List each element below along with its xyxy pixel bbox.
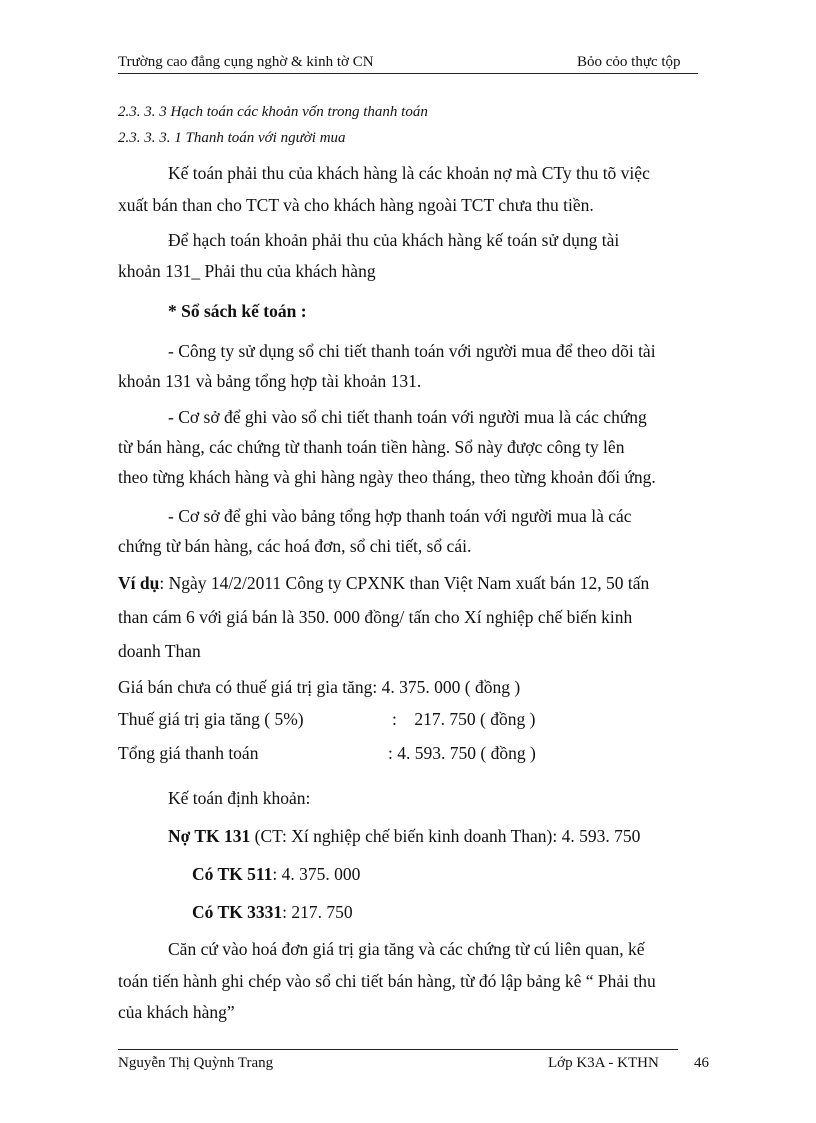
paragraph-line: Để hạch toán khoản phải thu của khách hàng kế toán sử dụng tài [168,230,620,250]
credit-label-3331: Có TK 3331 [192,902,283,922]
header-report-title: Bỏo cỏo thực tộp [577,54,681,70]
example-line: than cám 6 với giá bán là 350. 000 đồng/ tấn cho Xí nghiệp chế biến kinh [118,607,633,627]
paragraph-line: Kế toán phải thu của khách hàng là các khoản nợ mà CTy thu tõ việc [168,163,650,183]
credit-text-511: : 4. 375. 000 [272,864,361,884]
bullet-line: - Cơ sở để ghi vào bảng tổng hợp thanh toán với người mua là các [168,506,632,526]
bullet-line: - Cơ sở để ghi vào sổ chi tiết thanh toán với người mua là các chứng [168,407,647,427]
footer-class: Lớp K3A - KTHN [548,1055,659,1071]
paragraph-line: xuất bán than cho TCT và cho khách hàng ngoài TCT chưa thu tiền. [118,195,594,215]
footer-rule [118,1049,678,1050]
paragraph-line: Căn cứ vào hoá đơn giá trị gia tăng và các chứng từ cú liên quan, kế [168,939,645,959]
example-line: doanh Than [118,641,201,661]
entry-intro: Kế toán định khoản: [168,788,311,808]
header-school: Trường cao đẳng cụng nghờ & kinh tờ CN [118,54,374,70]
paragraph-line: khoản 131_ Phải thu của khách hàng [118,261,376,281]
page-number: 46 [694,1055,709,1071]
bullet-line: từ bán hàng, các chứng từ thanh toán tiền hàng. Sổ này được công ty lên [118,437,625,457]
debit-entry [168,826,640,847]
credit-text-3331: : 217. 750 [282,902,353,922]
header-rule [118,73,698,74]
vat-value: : 217. 750 ( đồng ) [392,709,536,729]
credit-entry-511 [192,864,360,885]
example-line [118,573,649,594]
example-label: Ví dụ [118,573,160,593]
bullet-line: theo từng khách hàng và ghi hàng ngày theo tháng, theo từng khoản đối ứng. [118,467,656,487]
bullet-line: - Công ty sử dụng sổ chi tiết thanh toán với người mua để theo dõi tài [168,341,656,361]
total-value: : 4. 593. 750 ( đồng ) [388,743,536,763]
vat-label: Thuế giá trị gia tăng ( 5%) [118,709,304,729]
price-line: Giá bán chưa có thuế giá trị gia tăng: 4. 375. 000 ( đồng ) [118,677,521,697]
bullet-line: khoản 131 và bảng tổng hợp tài khoản 131. [118,371,422,391]
credit-label-511: Có TK 511 [192,864,273,884]
books-heading: * Sổ sách kế toán : [168,301,307,321]
total-label: Tổng giá thanh toán [118,743,259,763]
debit-label: Nợ TK 131 [168,826,251,846]
paragraph-line: của khách hàng” [118,1002,235,1022]
section-heading: 2.3. 3. 3 Hạch toán các khoản vốn trong thanh toán [118,104,428,120]
example-text: : Ngày 14/2/2011 Công ty CPXNK than Việt Nam xuất bán 12, 50 tấn [159,573,650,593]
credit-entry-3331 [192,902,353,923]
footer-author: Nguyễn Thị Quỳnh Trang [118,1055,274,1071]
paragraph-line: toán tiến hành ghi chép vào sổ chi tiết bán hàng, từ đó lập bảng kê “ Phải thu [118,971,656,991]
bullet-line: chứng từ bán hàng, các hoá đơn, sổ chi tiết, sổ cái. [118,536,472,556]
debit-text: (CT: Xí nghiệp chế biến kinh doanh Than): 4. 593. 750 [250,826,641,846]
subsection-heading: 2.3. 3. 3. 1 Thanh toán với người mua [118,130,346,146]
